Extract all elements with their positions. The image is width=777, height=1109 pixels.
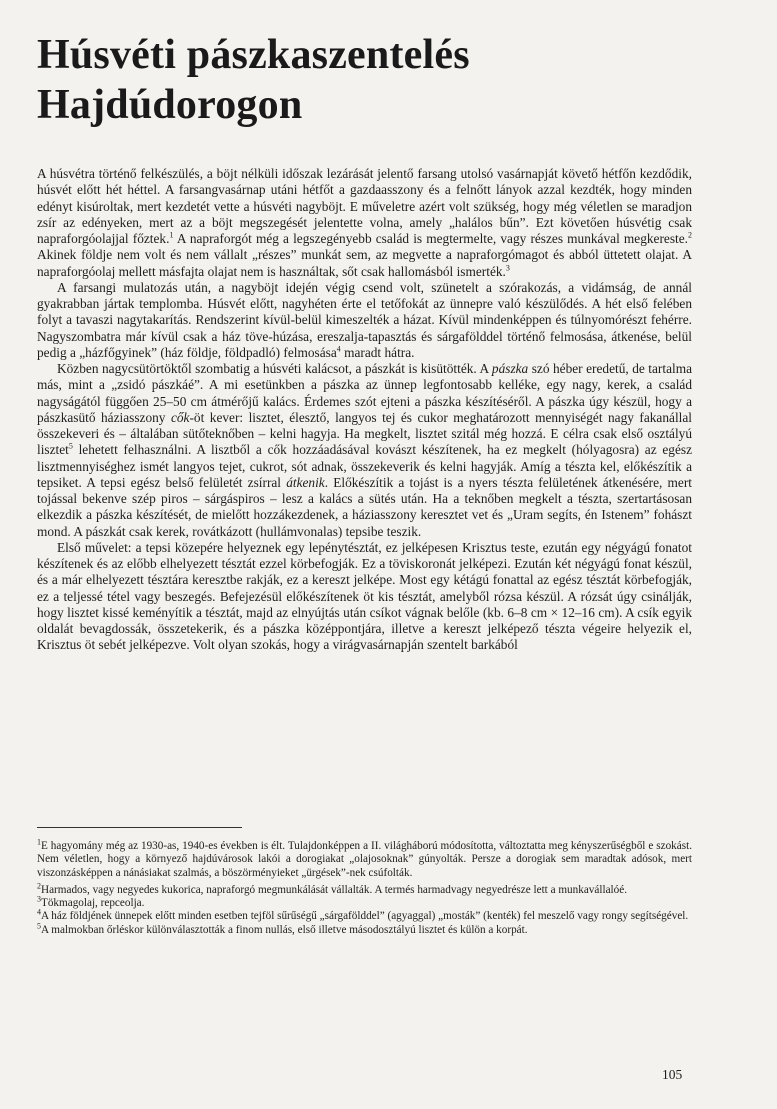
paragraph-4 [37, 540, 692, 654]
footnote-number: 3 [37, 894, 41, 904]
footnote-divider [37, 827, 242, 828]
footnote-text: Tökmagolaj, repceolja. [41, 897, 145, 910]
paragraph-2 [37, 280, 692, 361]
paragraph-3-text-2: szó héber eredetű, de tartalma más, mint a „zsidó pászkáé”. A mi esetünkben a pászka az ünnep legfontosabb kelléke, egy nagy, kerek, a család nagyságától függően 25–50 cm átmérőjű kalács. Érdemes szót ejteni a pászka készítéséről. A pászka úgy készül, hogy a pászkasütő háziasszony [37, 361, 693, 425]
article-body [37, 166, 692, 654]
article-title-line-1: Húsvéti pászkaszentelés [37, 32, 470, 78]
paragraph-3-text-5: . Előkészítik a tojást is a nyers tészta felületének átkenésére, mert tojással bekenve szép piros – sárgáspiros – lesz a kalács a sütés után. Ha a teknőben megkelt a tészta, szertartásosan elkezdik a pászka készítését, de mielőtt hozzákezdenek, a háziasszony keresztet vet és „Uram segíts, én Istenem” fohászt mond. A pászkát csak kerek, rovátkázott (hullámvonalas) tepsibe teszik. [37, 474, 692, 539]
paragraph-2-text: A farsangi mulatozás után, a nagyböjt idején végig csend volt, szünetelt a szórakozás, a vidámság, de annál gyakrabban jártak templomba. Húsvét előtt, nagyhéten érte el tetőfokát az ünnepre való készülődés. A hét első felében folyt a tavaszi nagytakarítás. Rendszerint kívül-belül kimeszelték a házat. Kívül mindenképpen és túlnyomórészt fehérre. Nagyszombatra már kívül csak a ház töve-húzása, ereszalja-tapasztás és sárgafölddel történő felmosása, átkenése, belül pedig a „házfőgyinek” (ház földje, földpadló) felmosása [37, 279, 692, 360]
footnote-1 [37, 837, 692, 880]
paragraph-1-text-3: Akinek földje nem volt és nem vállalt „részes” munkát sem, az megvette a napraforgómagot és abból üttetett olajat. A napraforgóolaj mellett másfajta olajat nem is használtak, sőt csak hallomásból ismerték. [37, 247, 692, 279]
term-atkenik: átkenik [286, 474, 325, 490]
footnote-text: A ház földjének ünnepek előtt minden esetben tejföl sűrűségű „sárgafölddel” (agyaggal) „mosták” (kenték) fel meszelő vagy rongy segítségével. [41, 910, 689, 923]
footnote-number: 4 [37, 907, 41, 917]
page-number: 105 [662, 1067, 683, 1082]
term-cok: cők [170, 409, 190, 425]
footnote-2 [37, 881, 692, 897]
footnote-text: Harmados, vagy negyedes kukorica, napraforgó megmunkálását vállalták. A termés harmadvagy negyedrésze lett a munkavállalóé. [41, 883, 627, 896]
footnote-ref-1: 1 [169, 230, 174, 240]
paragraph-1-text: A húsvétra történő felkészülés, a böjt nélküli időszak lezárását jelentő farsang utolsó vasárnapját követő hétfőn kezdődik, húsvét előtt hét héttel. A farsangvasárnap utáni hétfőt a gazdaasszony és a felnőtt lányok azzal kezdték, hogy minden edényt kisúroltak, mert kezdetét vette a húsvéti nagyböjt. E műveletre azért volt szükség, hogy még véletlen se maradjon zsír az edényeken, mert az a böjt megszegését jelentette volna, amely „halálos bűn”. Ezt követően húsvétig csak napraforgóolajjal főztek. [37, 166, 692, 246]
footnote-text: A malmokban őrléskor különválasztották a finom nullás, első illetve másodosztályú lisztet és külön a korpát. [41, 923, 528, 936]
article-title-line-2: Hajdúdorogon [37, 82, 303, 128]
paragraph-4-text: Első művelet: a tepsi közepére helyeznek egy lepénytésztát, ez jelképesen Krisztus teste, ezután egy négyágú fonatot készítenek és az előbb elhelyezett tésztát ezzel körbefogják. Ez a töviskoronát jelképezi. Ezután két négyágú fonat készül, és a már elhelyezett tésztára keresztbe rakják, ez a kereszt jelképe. Most egy kétágú fonattal az egész tésztát körbefogják, ez a teljessé tétel vagy beszegés. Befejezésül előkészítenek öt kis tésztát, amelyből rózsa készül. A rózsát úgy csinálják, hogy lisztet kissé keményítik a tésztát, majd az elnyújtás után csíkot vágnak belőle (kb. 6–8 cm × 12–16 cm). A csík egyik oldalát bevagdossák, összetekerik, és a pászka középpontjára, illetve a kereszt jelképező tészta végeire helyezik el, Krisztus öt sebét jelképezve. Volt olyan szokás, hogy a virágvasárnapján szentelt barkából [37, 539, 692, 653]
footnote-number: 2 [37, 881, 41, 891]
paragraph-2-text-2: maradt hátra. [340, 344, 415, 360]
term-paszka: pászka [491, 361, 529, 376]
paragraph-3-text: Közben nagycsütörtöktől szombatig a húsvéti kalácsot, a pászkát is kisütötték. A [57, 361, 492, 376]
footnote-ref-2: 2 [688, 230, 692, 240]
paragraph-3 [37, 361, 692, 540]
footnote-number: 1 [37, 837, 41, 847]
footnote-4 [37, 907, 692, 923]
footnote-number: 5 [37, 921, 41, 931]
footnote-ref-4: 4 [336, 344, 341, 354]
footnote-ref-5: 5 [68, 441, 73, 451]
article-title [37, 30, 470, 130]
paragraph-3-text-3: -öt kever: lisztet, élesztő, langyos tej és cukor meghatározott mennyiségét nagy fakanállal összekeveri és – általában sütőteknőben – kelni hagyja. Ha megkelt, lisztet szitál még hozzá. E célra csak első osztályú lisztet [37, 409, 692, 458]
paragraph-1 [37, 166, 692, 280]
paragraph-1-text-2: A napraforgót még a legszegényebb család is megtermelte, vagy részes munkával megkereste. [173, 231, 688, 246]
footnote-5 [37, 921, 692, 937]
footnote-ref-3: 3 [505, 263, 510, 273]
footnotes [37, 837, 692, 937]
footnote-text: E hagyomány még az 1930-as, 1940-es években is élt. Tulajdonképpen a II. világháború módosította, változtatta meg kényszerűségből e szokást. Nem véletlen, hogy a környező hajdúvárosok lakói a dorogiakat „olajosoknak” gúnyolták. Persze a dorogiak sem maradtak adósok, mert viszonzásképpen a nánásiakat szalmás, a böszörményieket „ürgések”-nek csúfolták. [37, 840, 692, 879]
footnote-3 [37, 894, 692, 910]
paragraph-3-text-4: lehetett felhasználni. A lisztből a cők hozzáadásával kovászt készítenek, ha ez megkelt (hólyagosra) az egész lisztmennyiséghez ismét langyos tejet, cukrot, sót adnak, összekeverik és kelni hagyják. Amíg a tészta kel, előkészítik a tepsiket. A tepsi egész belső felületét zsírral [37, 442, 692, 490]
